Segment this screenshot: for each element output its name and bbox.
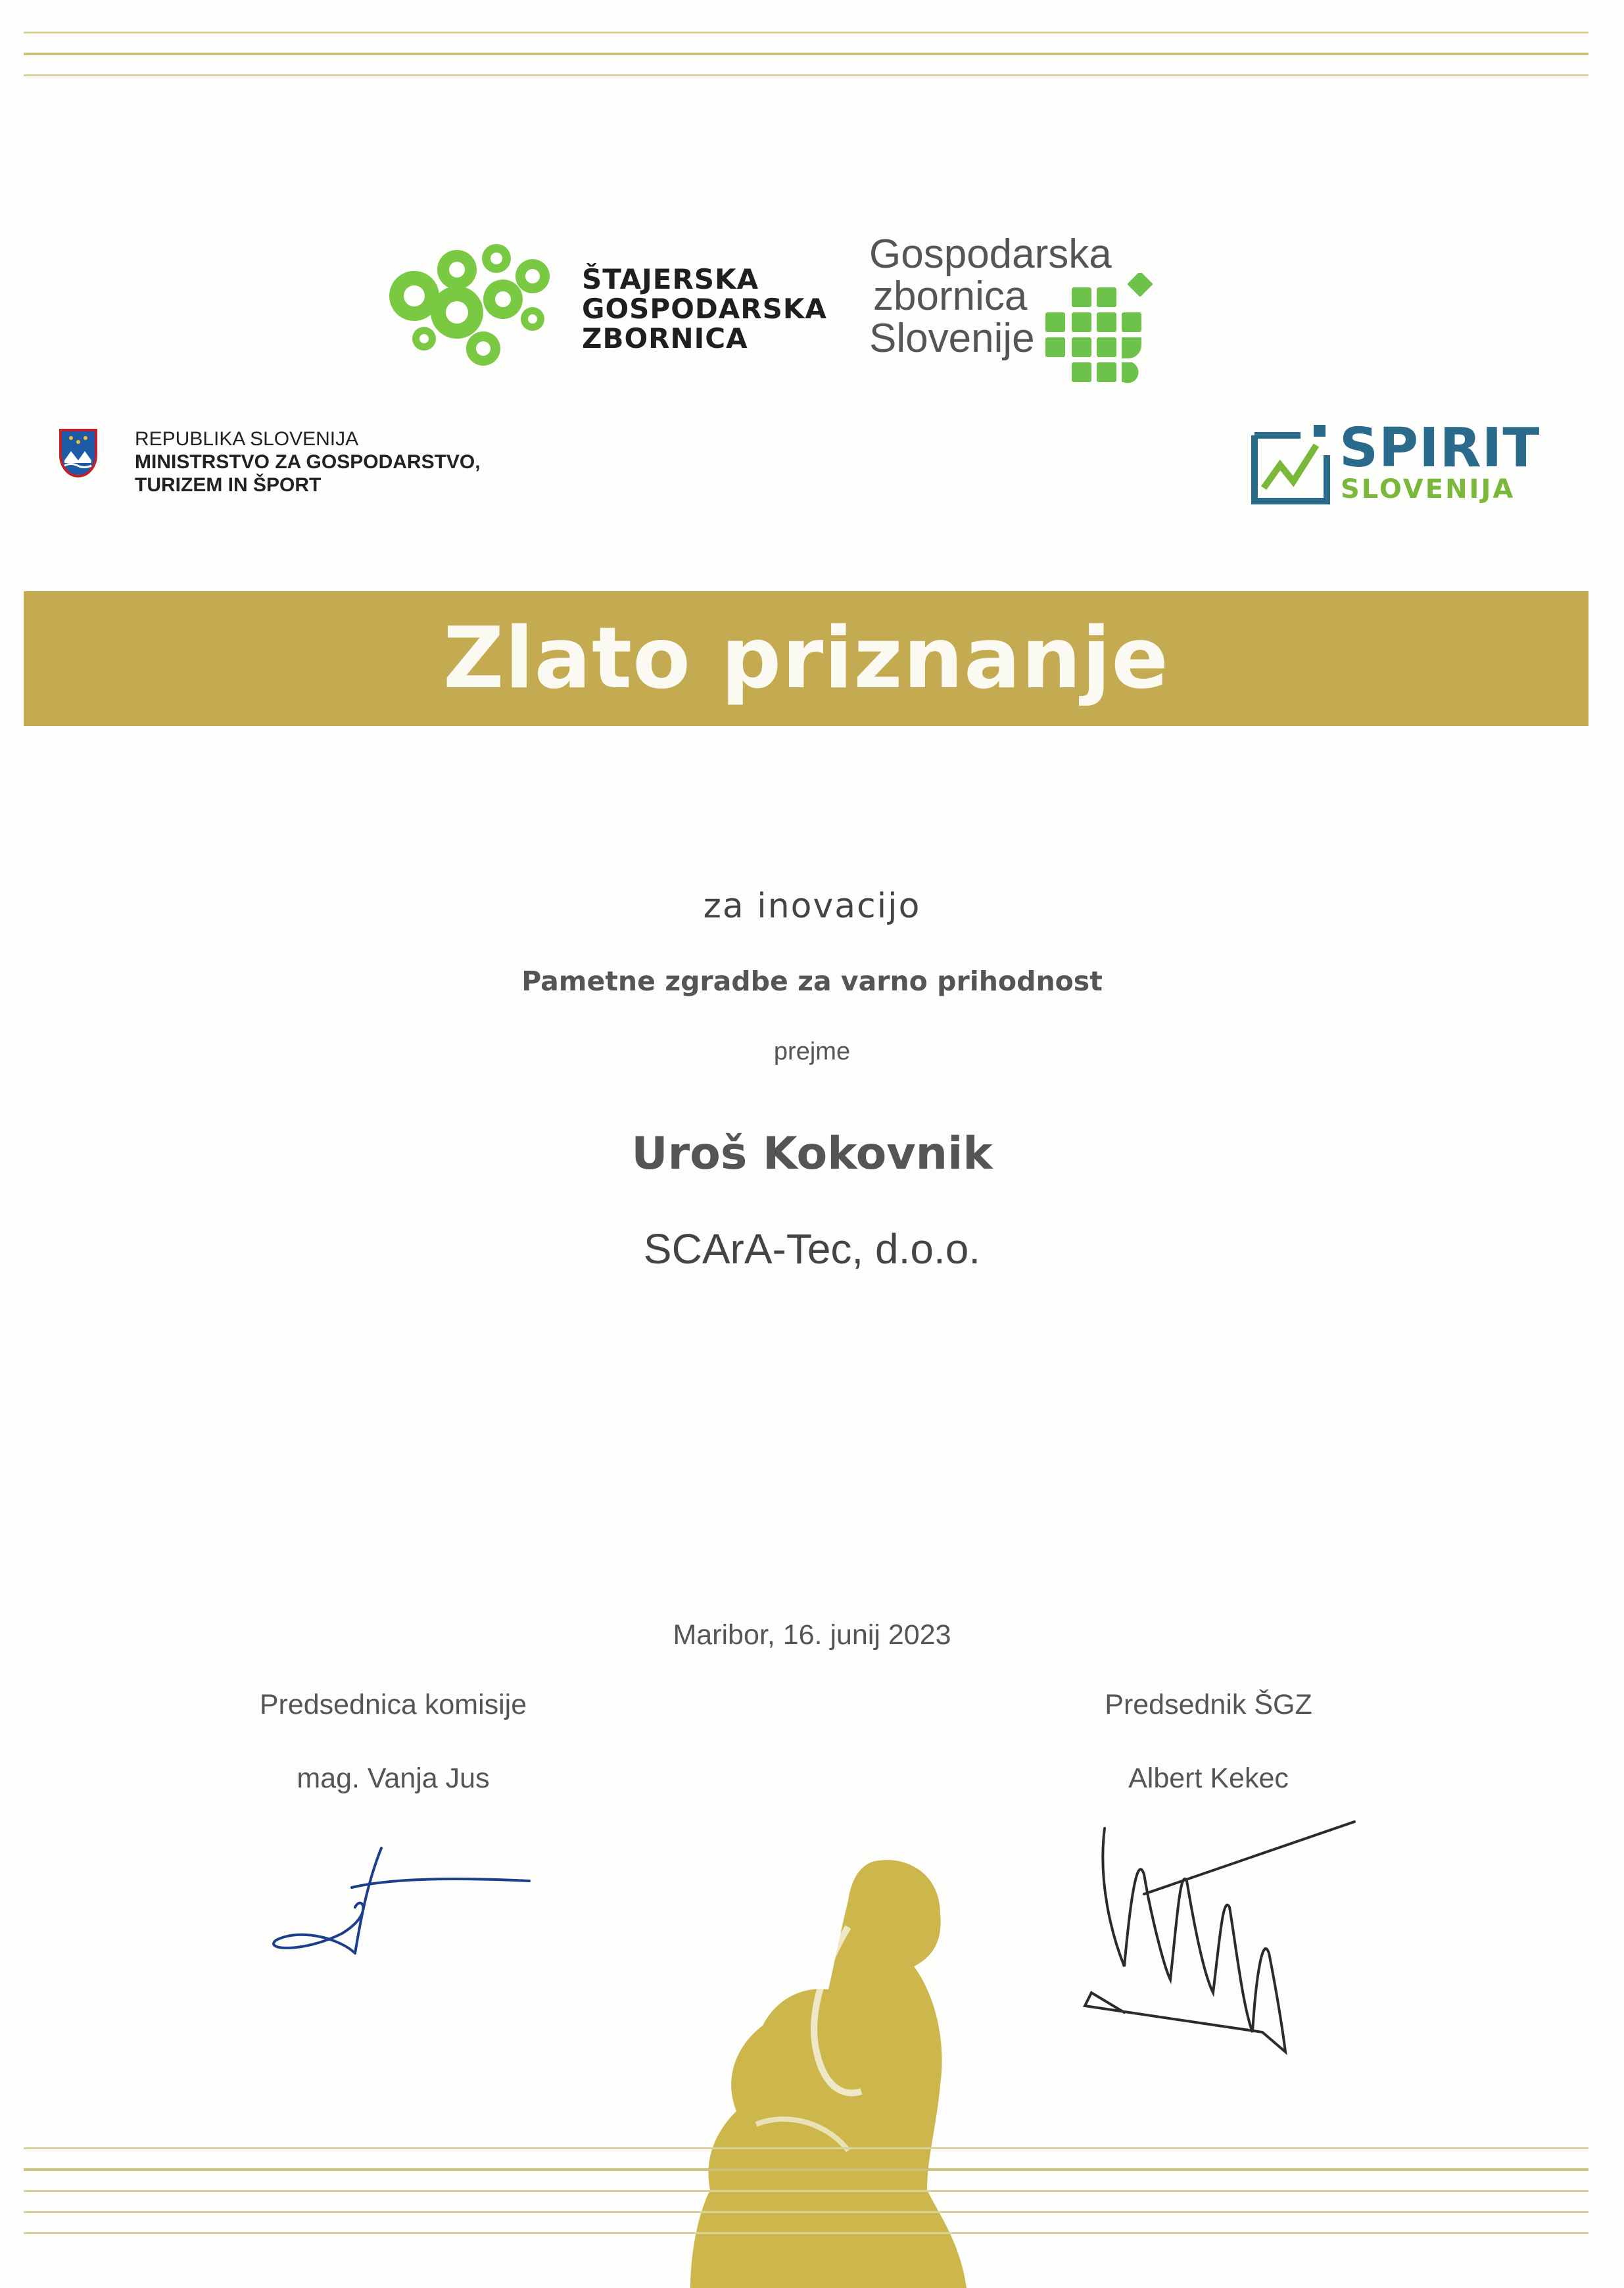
- title-banner: [24, 591, 1588, 726]
- left-signatory-name: mag. Vanja Jus: [297, 1763, 490, 1794]
- ministry-logo-text: [135, 427, 481, 497]
- gzs-line-1: Gospodarska: [869, 231, 1112, 277]
- top-decorative-rules: [24, 32, 1588, 95]
- for-innovation-label: za inovacijo: [703, 887, 921, 926]
- right-signatory-role: Predsednik ŠGZ: [1105, 1689, 1312, 1720]
- left-signature: [263, 1841, 539, 1980]
- spirit-line-1: SPIRIT: [1339, 417, 1540, 479]
- company-name: SCArA-Tec, d.o.o.: [643, 1225, 981, 1273]
- sgz-line-1: ŠTAJERSKA: [582, 263, 759, 295]
- gzs-line-2: zbornica: [873, 274, 1028, 319]
- slovenia-coat-of-arms-icon: [58, 427, 99, 480]
- right-signature: [1065, 1815, 1368, 2065]
- spirit-chart-icon: [1251, 422, 1336, 508]
- gzs-line-3: Slovenije: [869, 316, 1035, 361]
- sgz-logo-text: [582, 264, 827, 353]
- spirit-line-2: SLOVENIJA: [1341, 474, 1516, 504]
- bottom-decorative-rules: [24, 2147, 1588, 2253]
- gzs-grid-logo: [1042, 273, 1154, 388]
- receives-label: prejme: [773, 1038, 851, 1065]
- sgz-line-3: ZBORNICA: [582, 322, 748, 354]
- sgz-line-2: GOSPODARSKA: [582, 293, 827, 325]
- place-and-date: Maribor, 16. junij 2023: [673, 1619, 951, 1651]
- certificate-title: Zlato priznanje: [442, 610, 1170, 708]
- right-signatory-name: Albert Kekec: [1128, 1763, 1289, 1794]
- ministry-line-1: REPUBLIKA SLOVENIJA: [135, 428, 359, 450]
- innovation-name: Pametne zgradbe za varno prihodnost: [521, 965, 1103, 997]
- spirit-logo-text: [1339, 417, 1540, 504]
- left-signatory-role: Predsednica komisije: [259, 1689, 527, 1720]
- recipient-name: Uroš Kokovnik: [631, 1128, 993, 1180]
- ministry-line-2: MINISTRSTVO ZA GOSPODARSTVO,: [135, 451, 481, 473]
- ministry-line-3: TURIZEM IN ŠPORT: [135, 474, 322, 496]
- sgz-bubbles-logo: [385, 240, 562, 378]
